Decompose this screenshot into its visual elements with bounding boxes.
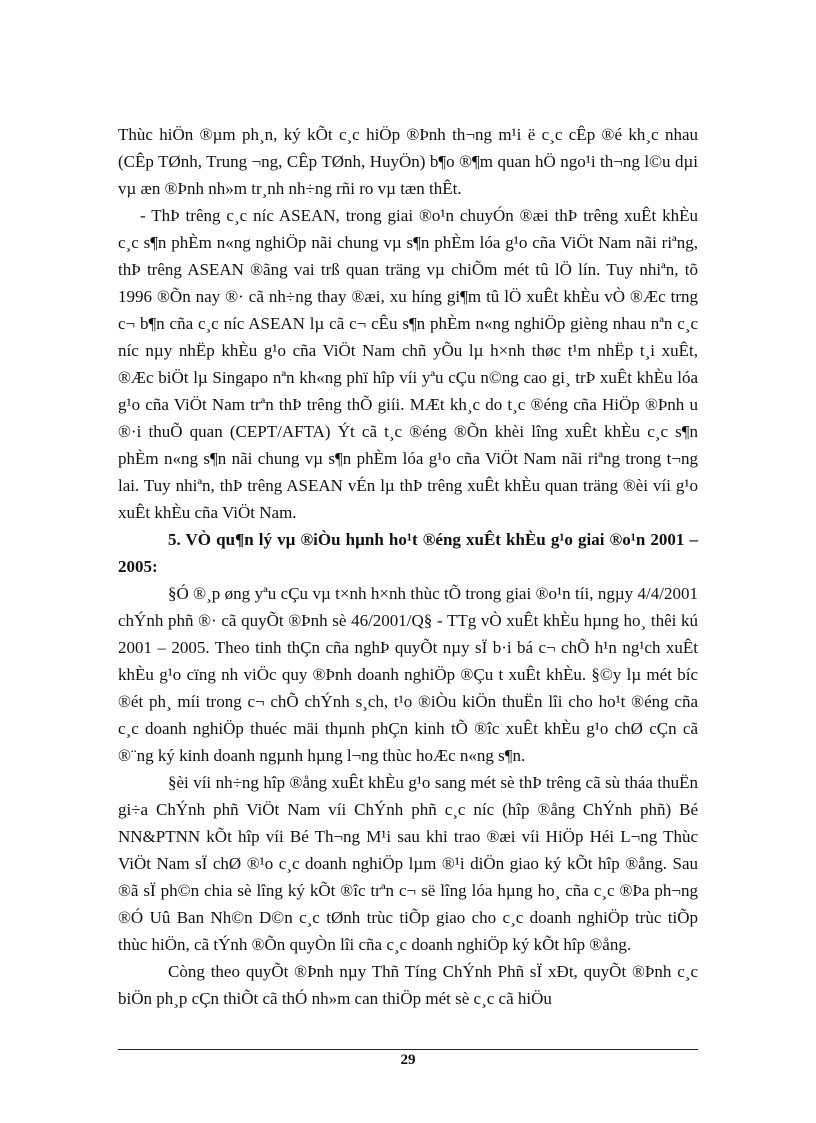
- page-number: 29: [400, 1052, 416, 1068]
- paragraph-government-contracts: §èi víi nh÷ng hîp ®ång xuÊt khÈu g¹o sang mét sè thÞ trêng cã sù tháa thuËn gi÷a ChÝnh phñ ViÖt Nam víi ChÝnh phñ c¸c níc (hîp ®ång ChÝnh phñ) Bé NN&PTNN kÕt hîp víi Bé Th¬ng M¹i sau khi trao ®æi víi HiÖp Héi L¬ng Thùc ViÖt Nam sÏ chØ ®¹o c¸c doanh nghiÖp lµm ®¹i diÖn giao ký kÕt hîp ®ång. Sau ®ã sÏ ph©n chia sè lîng ký kÕt ®îc trªn c¬ së lîng lóa hµng ho¸ cña c¸c ®Þa ph¬ng ®Ó Uû Ban Nh©n D©n c¸c tØnh trùc tiÕp giao cho c¸c doanh nghiÖp trùc tiÕp thùc hiÖn, cã tÝnh ®Õn quyÒn lîi cña c¸c doanh nghiÖp ký kÕt hîp ®ång.: [118, 773, 698, 954]
- paragraph-decision: §Ó ®¸p øng yªu cÇu vµ t×nh h×nh thùc tÕ trong giai ®o¹n tíi, ngµy 4/4/2001 chÝnh phñ ®· cã quyÕt ®Þnh sè 46/2001/Q§ - TTg vÒ xuÊt khÈu hµng ho¸ thêi kú 2001 – 2005. Theo tinh thÇn cña nghÞ quyÕt nµy sÏ b·i bá c¬ chÕ h¹n ng¹ch xuÊt khÈu g¹o cïng nh viÖc quy ®Þnh doanh nghiÖp ®Çu t xuÊt khÈu. §©y lµ mét bíc ®ét ph¸ míi trong c¬ chÕ chÝnh s¸ch, t¹o ®iÒu kiÖn thuËn lîi cho ho¹t ®éng cña c¸c doanh nghiÖp thuéc mäi thµnh phÇn kinh tÕ ®îc xuÊt khÈu g¹o chØ cÇn cã ®¨ng ký kinh doanh ngµnh hµng l¬ng thùc hoÆc n«ng s¶n.: [118, 584, 698, 765]
- section-heading: 5. VÒ qu¶n lý vµ ®iÒu hµnh ho¹t ®éng xuÊt khÈu g¹o giai ®o¹n 2001 – 2005:: [118, 530, 698, 576]
- body-text: [118, 121, 698, 1012]
- paragraph-1: Thùc hiÖn ®µm ph¸n, ký kÕt c¸c hiÖp ®Þnh th¬ng m¹i ë c¸c cÊp ®é kh¸c nhau (CÊp TØnh, Trung ¬ng, CÊp TØnh, HuyÖn) b¶o ®¶m quan hÖ ngo¹i th¬ng l©u dµi vµ æn ®Þnh nh»m tr¸nh nh÷ng rñi ro vµ tæn thÊt.: [118, 125, 698, 198]
- footer-rule: [118, 1049, 698, 1050]
- paragraph-asean-market: - ThÞ trêng c¸c níc ASEAN, trong giai ®o¹n chuyÓn ®æi thÞ trêng xuÊt khÈu c¸c s¶n phÈm n«ng nghiÖp nãi chung vµ s¶n phÈm lóa g¹o cña ViÖt Nam nãi riªng, thÞ trêng ASEAN ®ãng vai trß quan träng vµ chiÕm mét tû lÖ lín. Tuy nhiªn, tõ 1996 ®Õn nay ®· cã nh÷ng thay ®æi, xu híng gi¶m tû lÖ xuÊt khÈu vÒ ®Æc trng c¬ b¶n cña c¸c níc ASEAN lµ cã c¬ cÊu s¶n phÈm n«ng nghiÖp gièng nhau nªn c¸c níc nµy nhËp khÈu g¹o cña ViÖt Nam chñ yÕu lµ h×nh thøc t¹m nhËp t¸i xuÊt, ®Æc biÖt lµ Singapo nªn kh«ng phï hîp víi yªu cÇu n©ng cao gi¸ trÞ xuÊt khÈu lóa g¹o cña ViÖt Nam trªn thÞ trêng thÕ giíi. MÆt kh¸c do t¸c ®éng cña HiÖp ®Þnh u ®·i thuÕ quan (CEPT/AFTA) Ýt cã t¸c ®éng ®Õn khèi lîng xuÊt khÈu c¸c s¶n phÈm n«ng s¶n nãi chung vµ s¶n phÈm lóa g¹o cña ViÖt Nam nãi riªng trong t¬ng lai. Tuy nhiªn, thÞ trêng ASEAN vÉn lµ thÞ trêng xuÊt khÈu quan träng ®èi víi g¹o xuÊt khÈu cña ViÖt Nam.: [118, 206, 698, 522]
- paragraph-prime-minister: Còng theo quyÕt ®Þnh nµy Thñ Tíng ChÝnh Phñ sÏ xÐt, quyÕt ®Þnh c¸c biÖn ph¸p cÇn thiÕt cã thÓ nh»m can thiÖp mét sè c¸c cã hiÖu: [118, 962, 698, 1008]
